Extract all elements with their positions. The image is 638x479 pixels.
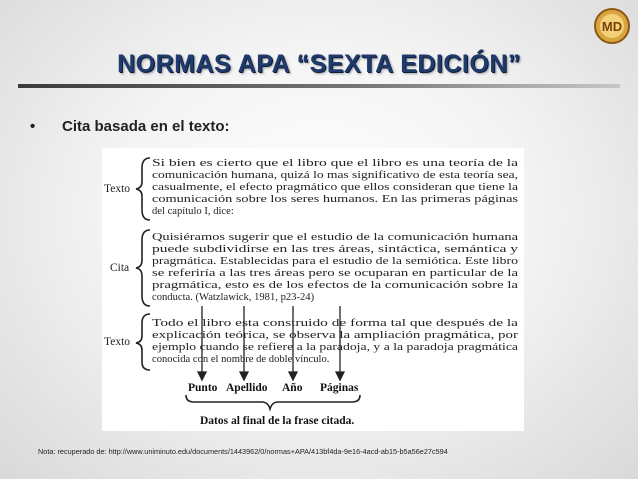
figure-caption: Datos al final de la frase citada. [200,415,355,427]
citation-figure [102,148,524,431]
section1-line: comunicación humana, quizá lo mas significativo de esta teoría sea, [152,170,518,181]
section-label-texto-2: Texto [104,336,131,348]
section1-line: del capítulo I, dice: [152,206,234,217]
section1-line: Si bien es cierto que el libro que el libro es una teoría de la [152,158,519,169]
section3-line: Todo el libro esta construido de forma tal que después de la [152,318,519,329]
label-anio: Año [282,382,303,394]
logo-text: MD [601,19,623,34]
section2-line: Quisiéramos sugerir que el estudio de la comunicación humana [152,232,519,243]
section1-line: comunicación sobre los seres humanos. En las primeras páginas [152,194,518,205]
citation-diagram [102,148,524,431]
brace-1 [136,158,150,220]
bottom-brace [186,395,360,409]
section3-line: conocida con el nombre de doble vínculo. [152,354,330,365]
section2-line: conducta. (Watzlawick, 1981, p23-24) [152,292,315,303]
brace-2 [136,230,150,306]
label-paginas: Páginas [320,382,359,394]
md-logo [592,6,632,46]
label-apellido: Apellido [226,382,268,394]
arrow-paginas-head [336,372,344,380]
section2-line: pragmática, esto es de los efectos de la comunicación sobre la [152,280,519,291]
brace-3 [136,314,150,370]
arrow-punto-head [198,372,206,380]
label-punto: Punto [188,382,218,394]
slide-title: NORMAS APA “SEXTA EDICIÓN” [117,50,521,78]
source-note: Nota: recuperado de: http://www.uniminuto.edu/documents/1443962/0/normas+APA/413bf4da-9e16-4acd-ab15-b5a56e27c594 [38,447,448,456]
section-label-cita: Cita [110,262,130,274]
section3-line: explicación teórica, se observa la ampliación pragmática, por [152,330,519,341]
arrow-apellido-head [240,372,248,380]
section-label-texto-1: Texto [104,183,131,195]
section2-line: se referiría a las tres áreas pero se ocuparan en particular de la [152,268,519,279]
section2-line: puede subdividirse en las tres áreas, sintáctica, semántica y [152,244,520,255]
arrow-anio-head [289,372,297,380]
title-divider [18,84,620,88]
bullet-marker: • [30,118,36,135]
section1-line: casualmente, el efecto pragmático que ellos consideran que tiene la [152,182,519,193]
section2-line: pragmática. Establecidas para el estudio de la semiótica. Este libro [152,256,518,267]
bullet-text: Cita basada en el texto: [62,118,230,135]
section3-line: ejemplo cuando se refiere a la paradoja, y a la paradoja pragmática [152,342,519,353]
